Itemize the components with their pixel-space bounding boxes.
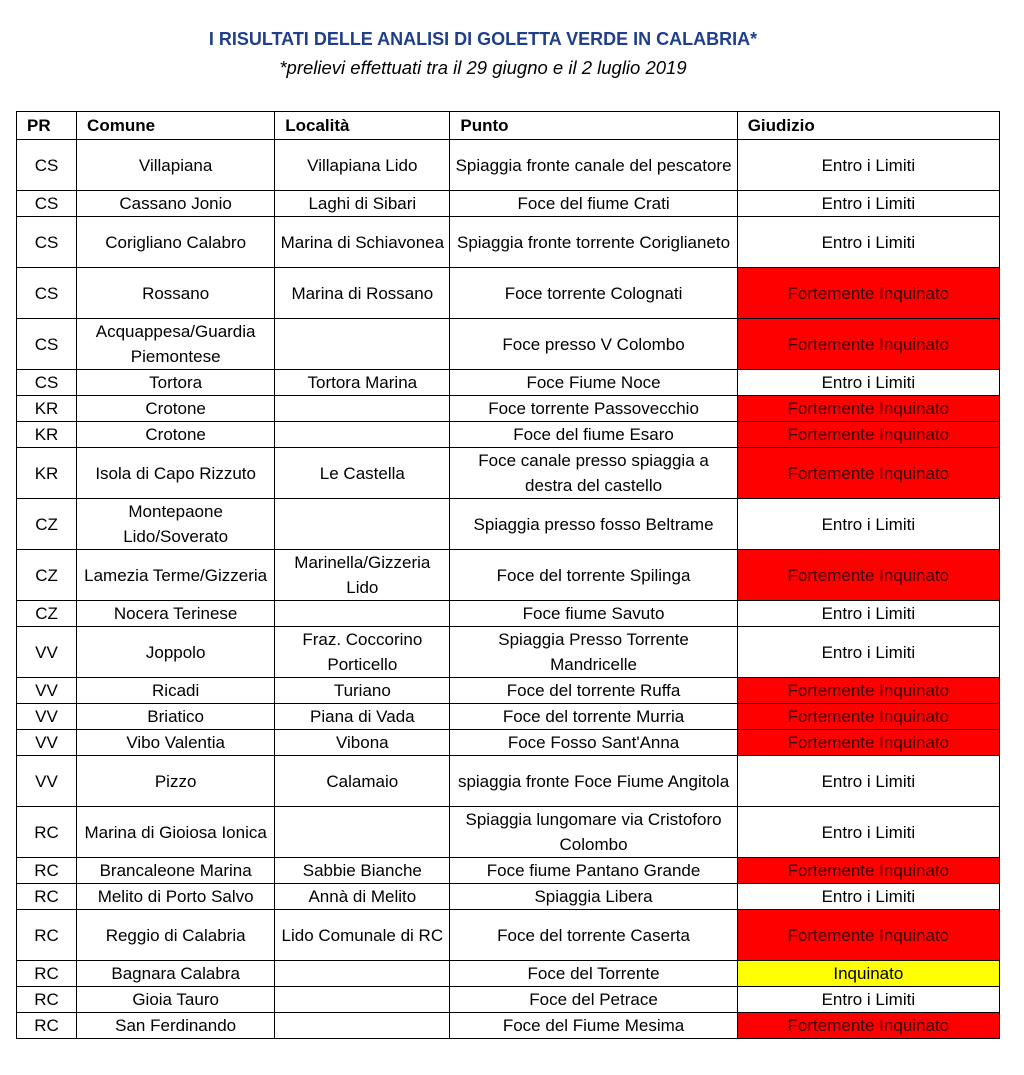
- cell-punto: Foce del torrente Ruffa: [450, 678, 737, 704]
- cell-punto: spiaggia fronte Foce Fiume Angitola: [450, 756, 737, 807]
- cell-comune: Nocera Terinese: [77, 601, 275, 627]
- cell-localita: Annà di Melito: [275, 884, 450, 910]
- cell-localita: Le Castella: [275, 448, 450, 499]
- cell-localita: [275, 499, 450, 550]
- cell-punto: Foce del torrente Spilinga: [450, 550, 737, 601]
- cell-localita: Marina di Rossano: [275, 268, 450, 319]
- cell-pr: VV: [17, 627, 77, 678]
- cell-comune: Gioia Tauro: [77, 987, 275, 1013]
- table-row: [17, 140, 1000, 191]
- cell-localita: [275, 601, 450, 627]
- cell-localita: [275, 319, 450, 370]
- cell-localita: [275, 396, 450, 422]
- cell-pr: CS: [17, 370, 77, 396]
- cell-comune: Joppolo: [77, 627, 275, 678]
- table-row: [17, 627, 1000, 678]
- status-badge: Fortemente Inquinato: [737, 910, 999, 961]
- cell-pr: RC: [17, 807, 77, 858]
- cell-localita: Sabbie Bianche: [275, 858, 450, 884]
- table-header-row: [17, 112, 1000, 140]
- cell-punto: Spiaggia Presso Torrente Mandricelle: [450, 627, 737, 678]
- cell-localita: [275, 422, 450, 448]
- table-body: [17, 140, 1000, 1039]
- status-badge: Fortemente Inquinato: [737, 268, 999, 319]
- cell-punto: Foce del torrente Caserta: [450, 910, 737, 961]
- cell-comune: Lamezia Terme/Gizzeria: [77, 550, 275, 601]
- table-row: [17, 678, 1000, 704]
- cell-localita: Calamaio: [275, 756, 450, 807]
- table-row: [17, 319, 1000, 370]
- status-badge: Fortemente Inquinato: [737, 704, 999, 730]
- cell-pr: CZ: [17, 550, 77, 601]
- cell-punto: Spiaggia lungomare via Cristoforo Colombo: [450, 807, 737, 858]
- table-row: [17, 396, 1000, 422]
- header-pr: PR: [17, 112, 77, 140]
- cell-pr: CZ: [17, 601, 77, 627]
- cell-pr: CS: [17, 319, 77, 370]
- cell-punto: Spiaggia presso fosso Beltrame: [450, 499, 737, 550]
- table-row: [17, 884, 1000, 910]
- cell-comune: Vibo Valentia: [77, 730, 275, 756]
- cell-comune: Pizzo: [77, 756, 275, 807]
- cell-punto: Foce fiume Savuto: [450, 601, 737, 627]
- status-badge: Inquinato: [737, 961, 999, 987]
- cell-comune: Acquappesa/Guardia Piemontese: [77, 319, 275, 370]
- status-badge: Entro i Limiti: [737, 884, 999, 910]
- table-row: [17, 448, 1000, 499]
- cell-pr: VV: [17, 704, 77, 730]
- cell-punto: Foce Fiume Noce: [450, 370, 737, 396]
- cell-pr: CS: [17, 140, 77, 191]
- status-badge: Entro i Limiti: [737, 499, 999, 550]
- table-row: [17, 987, 1000, 1013]
- cell-localita: [275, 807, 450, 858]
- cell-pr: CS: [17, 217, 77, 268]
- cell-pr: KR: [17, 448, 77, 499]
- cell-comune: Bagnara Calabra: [77, 961, 275, 987]
- cell-punto: Foce presso V Colombo: [450, 319, 737, 370]
- cell-localita: Marina di Schiavonea: [275, 217, 450, 268]
- cell-punto: Foce fiume Pantano Grande: [450, 858, 737, 884]
- cell-comune: Crotone: [77, 422, 275, 448]
- cell-localita: Laghi di Sibari: [275, 191, 450, 217]
- status-badge: Fortemente Inquinato: [737, 448, 999, 499]
- cell-comune: Briatico: [77, 704, 275, 730]
- cell-comune: Villapiana: [77, 140, 275, 191]
- cell-punto: Foce del Torrente: [450, 961, 737, 987]
- cell-punto: Foce del fiume Esaro: [450, 422, 737, 448]
- cell-localita: [275, 1013, 450, 1039]
- table-row: [17, 550, 1000, 601]
- cell-pr: VV: [17, 730, 77, 756]
- cell-punto: Foce torrente Passovecchio: [450, 396, 737, 422]
- status-badge: Entro i Limiti: [737, 191, 999, 217]
- cell-localita: Turiano: [275, 678, 450, 704]
- cell-localita: Piana di Vada: [275, 704, 450, 730]
- cell-pr: KR: [17, 422, 77, 448]
- header-punto: Punto: [450, 112, 737, 140]
- cell-pr: RC: [17, 858, 77, 884]
- table-row: [17, 858, 1000, 884]
- table-row: [17, 961, 1000, 987]
- cell-localita: [275, 961, 450, 987]
- cell-pr: RC: [17, 884, 77, 910]
- cell-comune: Rossano: [77, 268, 275, 319]
- status-badge: Fortemente Inquinato: [737, 550, 999, 601]
- cell-punto: Foce del Fiume Mesima: [450, 1013, 737, 1039]
- cell-comune: San Ferdinando: [77, 1013, 275, 1039]
- status-badge: Entro i Limiti: [737, 807, 999, 858]
- table-row: [17, 910, 1000, 961]
- cell-comune: Crotone: [77, 396, 275, 422]
- table-row: [17, 217, 1000, 268]
- cell-pr: RC: [17, 961, 77, 987]
- table-row: [17, 499, 1000, 550]
- cell-punto: Spiaggia fronte canale del pescatore: [450, 140, 737, 191]
- status-badge: Entro i Limiti: [737, 370, 999, 396]
- cell-pr: RC: [17, 987, 77, 1013]
- header-comune: Comune: [77, 112, 275, 140]
- cell-comune: Cassano Jonio: [77, 191, 275, 217]
- cell-comune: Reggio di Calabria: [77, 910, 275, 961]
- table-row: [17, 601, 1000, 627]
- status-badge: Fortemente Inquinato: [737, 730, 999, 756]
- cell-punto: Foce torrente Colognati: [450, 268, 737, 319]
- cell-pr: CS: [17, 191, 77, 217]
- results-table: [16, 111, 1000, 1039]
- cell-localita: Fraz. Coccorino Porticello: [275, 627, 450, 678]
- status-badge: Entro i Limiti: [737, 987, 999, 1013]
- page-title: I RISULTATI DELLE ANALISI DI GOLETTA VERDE IN CALABRIA*: [208, 29, 758, 49]
- table-row: [17, 756, 1000, 807]
- status-badge: Fortemente Inquinato: [737, 858, 999, 884]
- cell-comune: Ricadi: [77, 678, 275, 704]
- cell-localita: Marinella/Gizzeria Lido: [275, 550, 450, 601]
- table-row: [17, 370, 1000, 396]
- cell-comune: Corigliano Calabro: [77, 217, 275, 268]
- cell-comune: Tortora: [77, 370, 275, 396]
- cell-comune: Montepaone Lido/Soverato: [77, 499, 275, 550]
- cell-comune: Melito di Porto Salvo: [77, 884, 275, 910]
- header-giudizio: Giudizio: [737, 112, 999, 140]
- cell-pr: KR: [17, 396, 77, 422]
- table-row: [17, 730, 1000, 756]
- cell-punto: Foce canale presso spiaggia a destra del castello: [450, 448, 737, 499]
- table-row: [17, 422, 1000, 448]
- cell-pr: VV: [17, 678, 77, 704]
- cell-comune: Marina di Gioiosa Ionica: [77, 807, 275, 858]
- cell-punto: Spiaggia Libera: [450, 884, 737, 910]
- cell-punto: Spiaggia fronte torrente Coriglianeto: [450, 217, 737, 268]
- cell-comune: Isola di Capo Rizzuto: [77, 448, 275, 499]
- cell-punto: Foce Fosso Sant'Anna: [450, 730, 737, 756]
- cell-localita: Tortora Marina: [275, 370, 450, 396]
- cell-pr: CS: [17, 268, 77, 319]
- status-badge: Fortemente Inquinato: [737, 1013, 999, 1039]
- page-subtitle: *prelievi effettuati tra il 29 giugno e il 2 luglio 2019: [279, 57, 687, 78]
- header-localita: Località: [275, 112, 450, 140]
- cell-pr: CZ: [17, 499, 77, 550]
- status-badge: Entro i Limiti: [737, 601, 999, 627]
- cell-punto: Foce del torrente Murria: [450, 704, 737, 730]
- cell-pr: RC: [17, 910, 77, 961]
- cell-localita: [275, 987, 450, 1013]
- status-badge: Fortemente Inquinato: [737, 678, 999, 704]
- table-row: [17, 268, 1000, 319]
- cell-localita: Lido Comunale di RC: [275, 910, 450, 961]
- status-badge: Entro i Limiti: [737, 756, 999, 807]
- status-badge: Fortemente Inquinato: [737, 422, 999, 448]
- status-badge: Fortemente Inquinato: [737, 319, 999, 370]
- table-row: [17, 1013, 1000, 1039]
- cell-localita: Villapiana Lido: [275, 140, 450, 191]
- status-badge: Entro i Limiti: [737, 217, 999, 268]
- status-badge: Fortemente Inquinato: [737, 396, 999, 422]
- cell-punto: Foce del fiume Crati: [450, 191, 737, 217]
- status-badge: Entro i Limiti: [737, 140, 999, 191]
- cell-pr: RC: [17, 1013, 77, 1039]
- cell-localita: Vibona: [275, 730, 450, 756]
- table-row: [17, 807, 1000, 858]
- cell-comune: Brancaleone Marina: [77, 858, 275, 884]
- table-row: [17, 191, 1000, 217]
- cell-pr: VV: [17, 756, 77, 807]
- status-badge: Entro i Limiti: [737, 627, 999, 678]
- table-row: [17, 704, 1000, 730]
- cell-punto: Foce del Petrace: [450, 987, 737, 1013]
